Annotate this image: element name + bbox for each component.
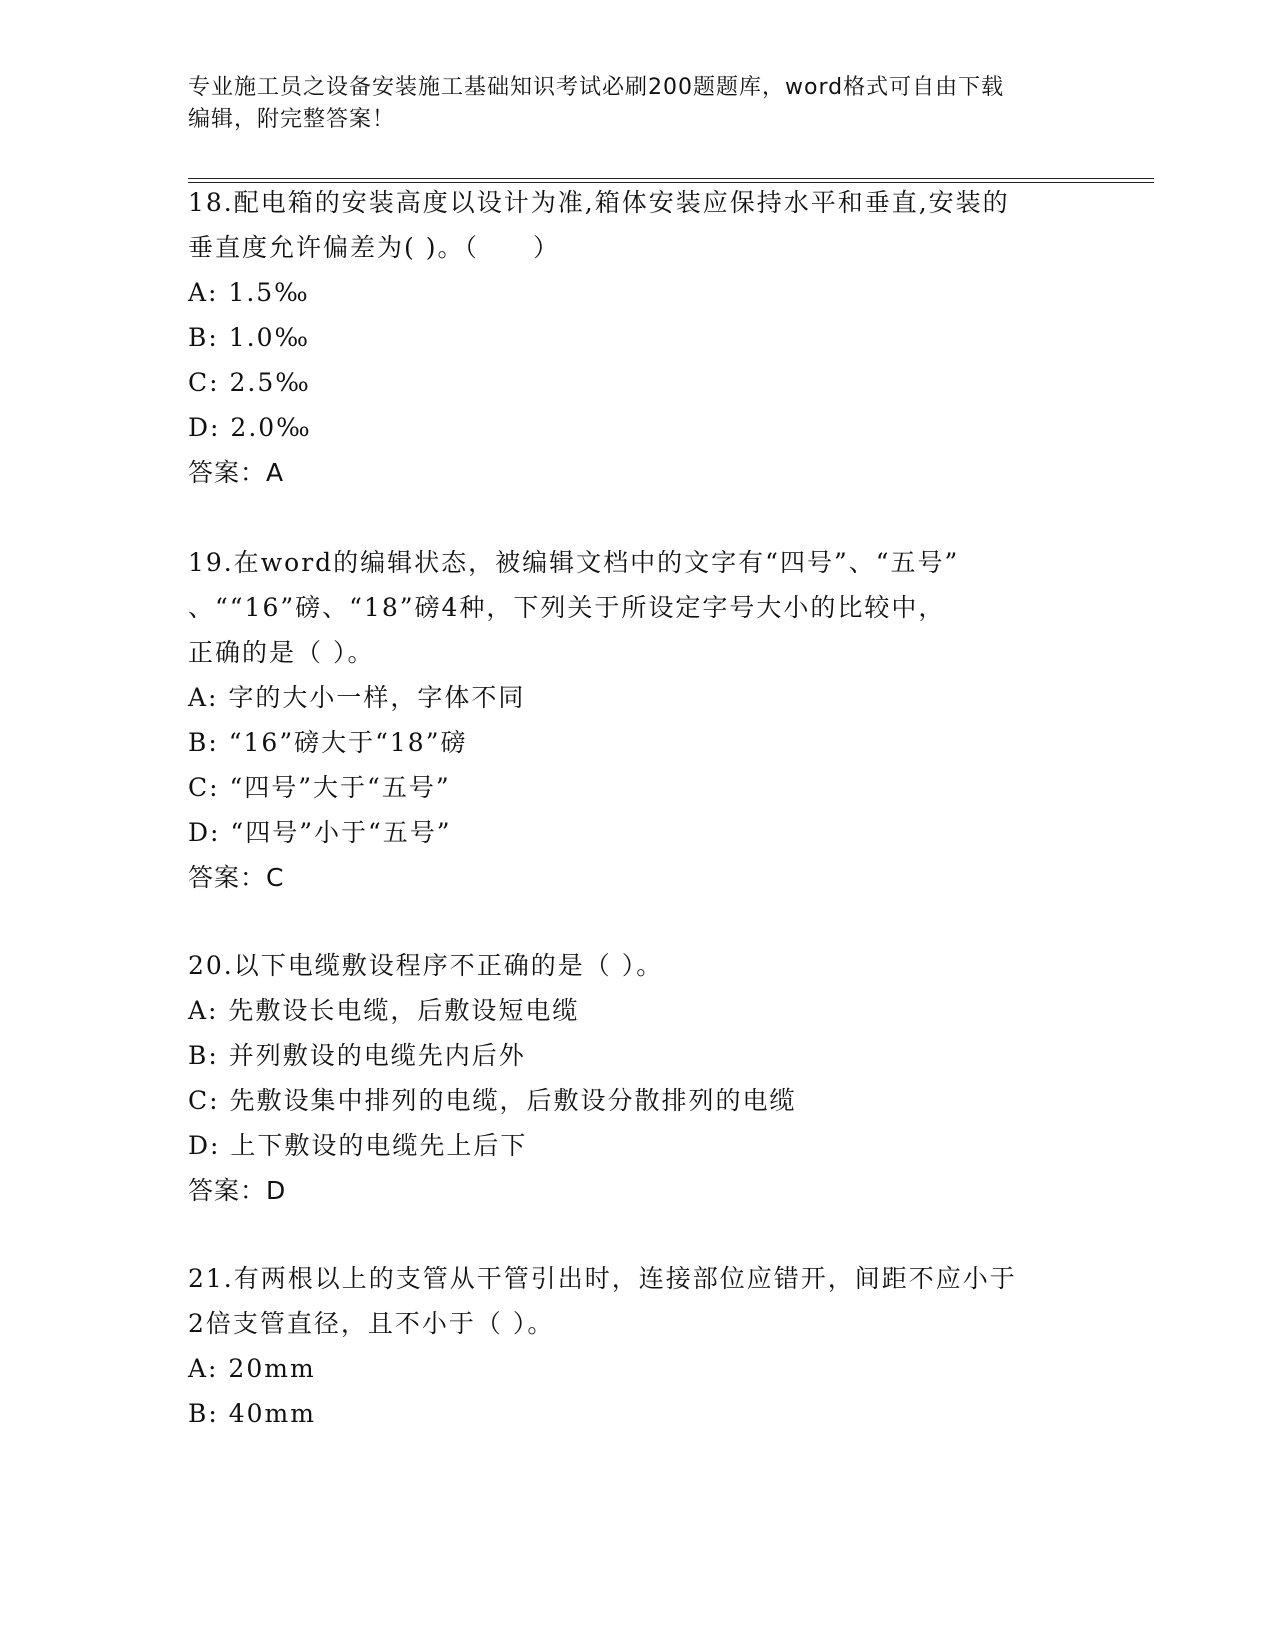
question-18 [188,180,1088,495]
option-c: C: “四号”大于“五号” [188,773,451,802]
question-text-line: 20.以下电缆敷设程序不正确的是（ ）。 [188,951,664,980]
option-a: A: 1.5‰ [188,278,310,307]
option-a: A: 字的大小一样，字体不同 [188,683,526,712]
option-a: A: 先敷设长电缆，后敷设短电缆 [188,996,580,1025]
question-text-line: 正确的是（ ）。 [188,638,375,667]
question-text-line: 、““16”磅、“18”磅4种，下列关于所设定字号大小的比较中， [188,593,946,622]
option-d: D: 2.0‰ [188,413,312,442]
option-b: B: 40mm [188,1399,316,1428]
answer: 答案：D [188,1176,287,1205]
option-b: B: 1.0‰ [188,323,311,352]
document-header [188,72,1068,136]
question-text-line: 18.配电箱的安装高度以设计为准,箱体安装应保持水平和垂直,安装的 [188,188,1010,217]
answer: 答案：A [188,458,285,487]
question-20 [188,943,1088,1213]
answer: 答案：C [188,863,285,892]
question-19 [188,540,1088,900]
header-line-2: 编辑，附完整答案！ [188,107,396,132]
header-rule-top [188,178,1154,179]
option-b: B: 并列敷设的电缆先内后外 [188,1041,526,1070]
question-text-line: 19.在word的编辑状态，被编辑文档中的文字有“四号”、“五号” [188,548,960,577]
question-21 [188,1256,1088,1436]
header-line-1: 专业施工员之设备安装施工基础知识考试必刷200题题库，word格式可自由下载 [188,75,1005,100]
option-d: D: “四号”小于“五号” [188,818,452,847]
option-c: C: 2.5‰ [188,368,311,397]
question-text-line: 2倍支管直径，且不小于（ ）。 [188,1309,555,1338]
option-c: C: 先敷设集中排列的电缆，后敷设分散排列的电缆 [188,1086,797,1115]
option-a: A: 20mm [188,1354,316,1383]
option-b: B: “16”磅大于“18”磅 [188,728,468,757]
option-d: D: 上下敷设的电缆先上后下 [188,1131,528,1160]
question-text-line: 21.有两根以上的支管从干管引出时，连接部位应错开，间距不应小于 [188,1264,1017,1293]
question-text-line: 垂直度允许偏差为( )。（ ） [188,233,560,262]
